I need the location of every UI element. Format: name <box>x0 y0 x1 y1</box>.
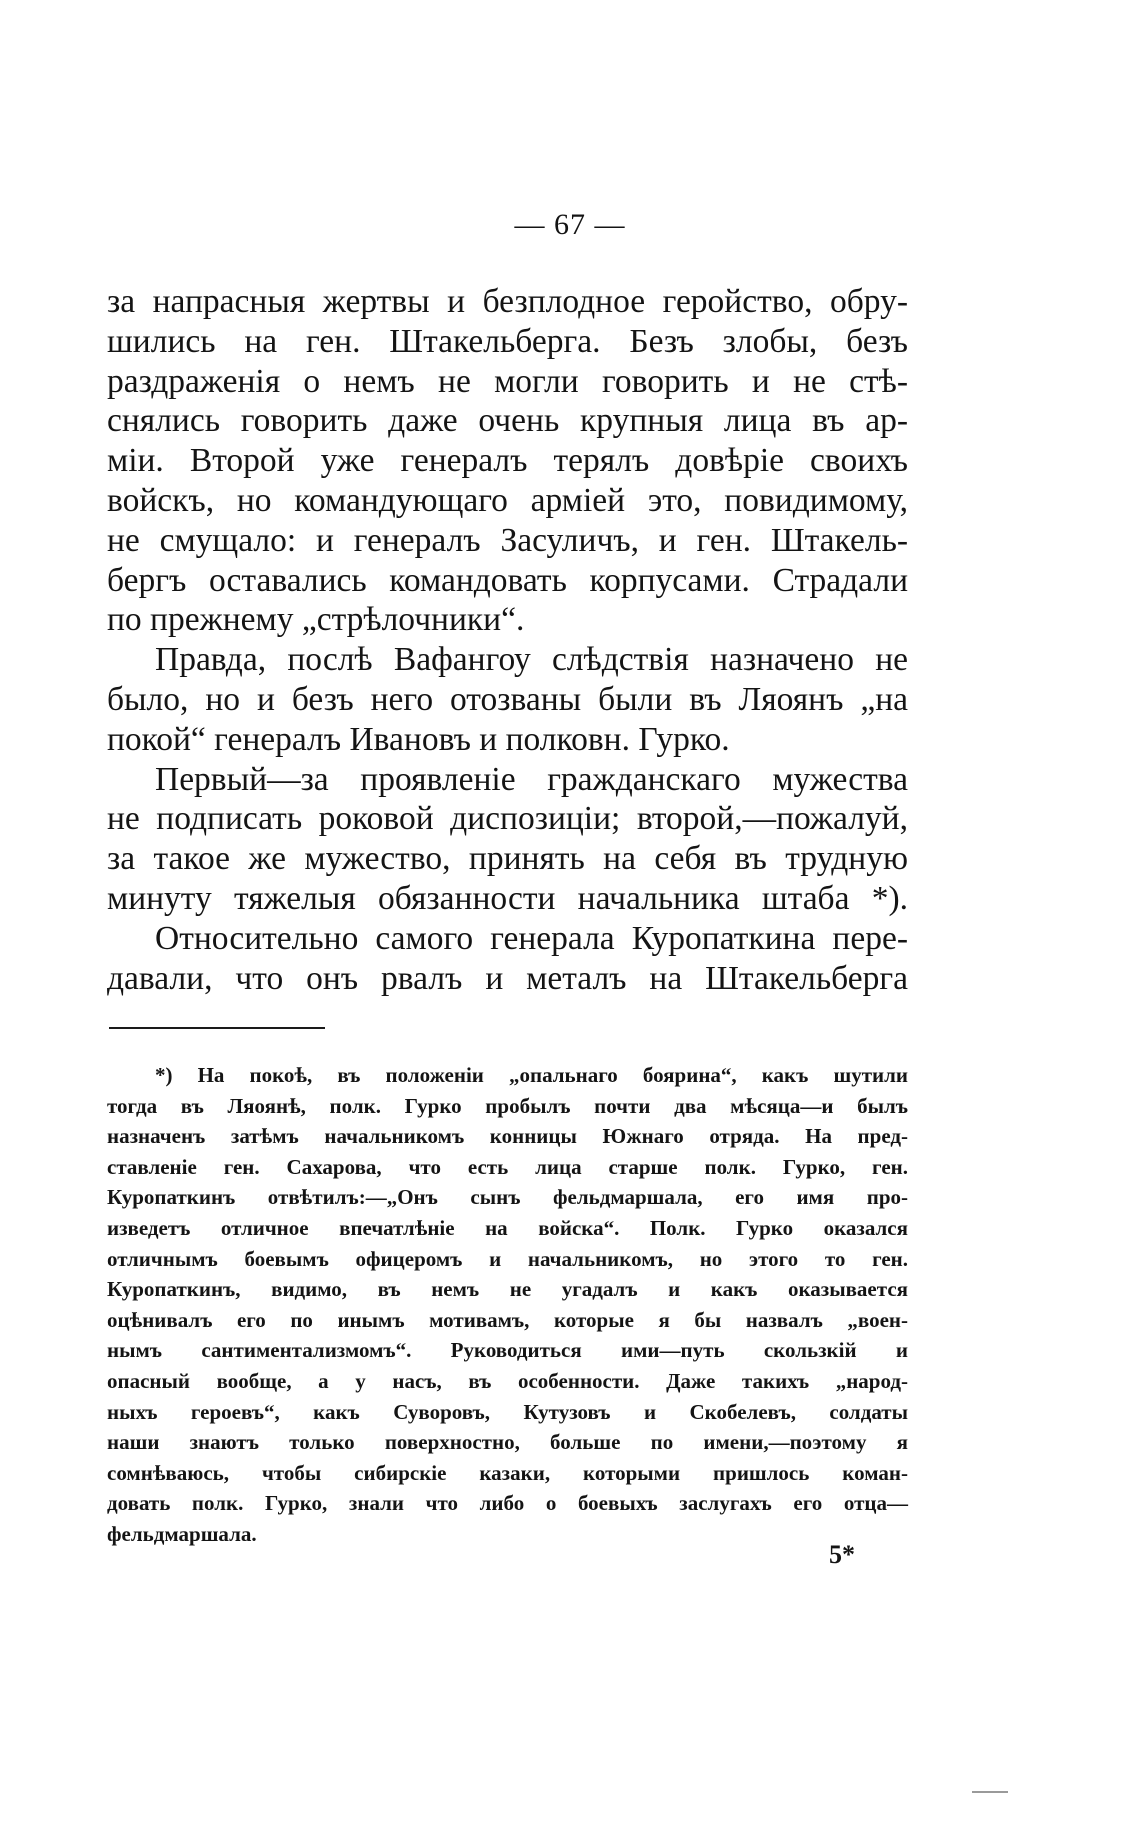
text-line: было, но и безъ него отозваны были въ Ляоянъ „на <box>107 680 908 718</box>
footnote-line: фельдмаршала. <box>107 1521 257 1546</box>
page-number: — 67 — <box>514 208 626 241</box>
text-line: снялись говорить даже очень крупныя лица въ ар- <box>107 402 908 440</box>
text-line: покой“ генералъ Ивановъ и полковн. Гурко. <box>107 720 730 758</box>
text-line: не подписать роковой диспозиціи; второй,—пожалуй, <box>107 800 908 838</box>
text-line: Правда, послѣ Вафангоу слѣдствія назначено не <box>155 641 908 679</box>
text-line: шились на ген. Штакельберга. Безъ злобы, безъ <box>107 322 908 360</box>
signature-mark: 5* <box>829 1540 855 1569</box>
footnote-line: опасный вообще, а у насъ, въ особенности. Даже такихъ „народ- <box>107 1368 908 1393</box>
footnote <box>107 1060 908 1550</box>
footnote-line: ныхъ героевъ“, какъ Суворовъ, Кутузовъ и Скобелевъ, солдаты <box>107 1399 908 1424</box>
text-line: міи. Второй уже генералъ терялъ довѣріе своихъ <box>107 442 908 480</box>
footnote-line: отличнымъ боевымъ офицеромъ и начальникомъ, но этого то ген. <box>107 1246 908 1271</box>
text-line: давали, что онъ рвалъ и металъ на Штакельберга <box>107 959 908 997</box>
main-text <box>107 282 908 998</box>
text-line: раздраженія о немъ не могли говорить и не стѣ- <box>107 362 908 400</box>
footnote-line: назначенъ затѣмъ начальникомъ конницы Южнаго отряда. На пред- <box>107 1124 908 1149</box>
text-line: Первый—за проявленіе гражданскаго мужества <box>155 760 908 798</box>
footnote-line: ставленіе ген. Сахарова, что есть лица старше полк. Гурко, ген. <box>107 1154 908 1179</box>
text-line: минуту тяжелыя обязанности начальника штаба *). <box>107 879 908 917</box>
text-line: не смущало: и генералъ Засуличъ, и ген. Штакель- <box>107 521 908 559</box>
footnote-line: Куропаткинъ отвѣтилъ:—„Онъ сынъ фельдмаршала, его имя про- <box>107 1185 908 1210</box>
text-line: войскъ, но командующаго арміей это, повидимому, <box>107 481 908 519</box>
footnote-line: тогда въ Ляоянѣ, полк. Гурко пробылъ почти два мѣсяца—и былъ <box>107 1093 908 1118</box>
footnote-line: довать полк. Гурко, знали что либо о боевыхъ заслугахъ его отца— <box>107 1491 908 1516</box>
footnote-line: оцѣнивалъ его по инымъ мотивамъ, которые я бы назвалъ „воен- <box>107 1307 908 1332</box>
edge-mark <box>972 1791 1008 1793</box>
text-line: по прежнему „стрѣлочники“. <box>107 601 525 639</box>
footnote-line: наши знаютъ только поверхностно, больше по имени,—поэтому я <box>107 1430 908 1455</box>
footnote-line: изведетъ отличное впечатлѣніе на войска“. Полк. Гурко оказался <box>107 1215 908 1240</box>
text-line: бергъ оставались командовать корпусами. Страдали <box>107 561 908 599</box>
text-line: Относительно самого генерала Куропаткина пере- <box>155 919 908 957</box>
footnote-divider <box>109 1027 325 1029</box>
text-line: за такое же мужество, принять на себя въ трудную <box>107 840 908 878</box>
footnote-line: *) На покоѣ, въ положеніи „опальнаго боярина“, какъ шутили <box>155 1063 908 1087</box>
footnote-line: нымъ сантиментализмомъ“. Руководиться ими—путь скользкій и <box>107 1338 908 1363</box>
text-line: за напрасныя жертвы и безплодное геройство, обру- <box>107 283 908 320</box>
footnote-line: Куропаткинъ, видимо, въ немъ не угадалъ и какъ оказывается <box>107 1277 908 1302</box>
footnote-line: сомнѣваюсь, чтобы сибирскіе казаки, которыми пришлось коман- <box>107 1460 908 1485</box>
